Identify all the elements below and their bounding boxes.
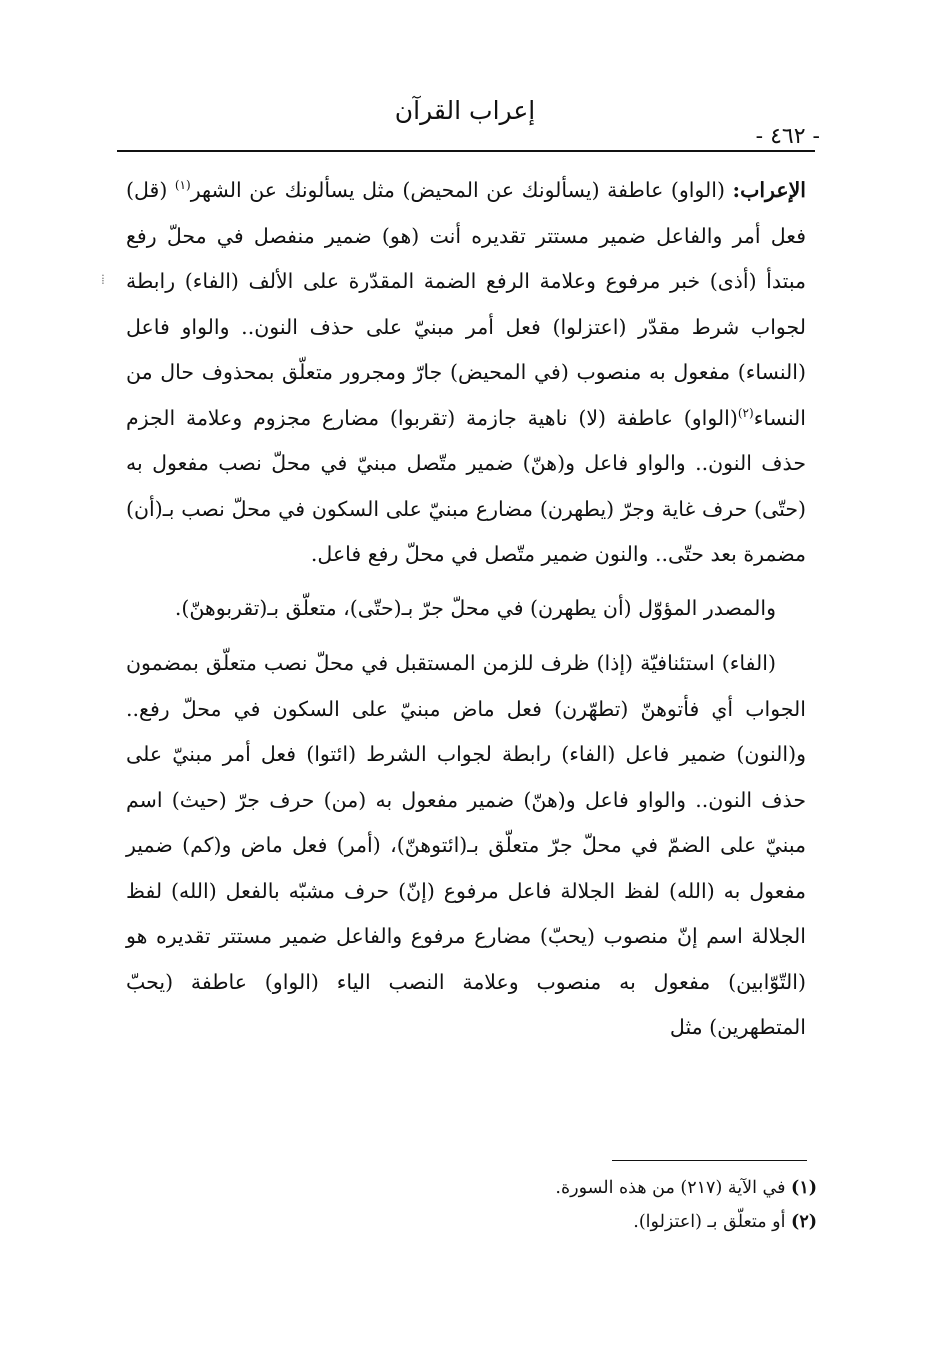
footnote-number: (٢): [791, 1212, 817, 1232]
paragraph-text: (الواو) عاطفة (لا) ناهية جازمة (تقربوا) مضارع مجزوم وعلامة الجزم حذف النون.. والواو فاعل و(هنّ) ضمير متّصل مبنيّ في محلّ نصب مفعول به (حتّى) حرف غاية وجرّ (يطهرن) مضارع مبنيّ على السكون في محلّ نصب بـ(أن) مضمرة بعد حتّى.. والنون ضمير متّصل في محلّ رفع فاعل.: [126, 405, 806, 566]
paragraph-fa-istinafiya: (الفاء) استئنافيّة (إذا) ظرف للزمن المستقبل في محلّ نصب متعلّق بمضمون الجواب أي فأتوهنّ (تطهّرن) فعل ماض مبنيّ على السكون في محلّ رفع.. و(النون) ضمير فاعل (الفاء) رابطة لجواب الشرط (ائتوا) فعل أمر مبنيّ على حذف النون.. والواو فاعل و(هنّ) ضمير مفعول به (من) حرف جرّ (حيث) اسم مبنيّ على الضمّ في محلّ جرّ متعلّق بـ(ائتوهنّ)، (أمر) فعل ماض و(كم) ضمير مفعول به (الله) لفظ الجلالة فاعل مرفوع (إنّ) حرف مشبّه بالفعل (الله) لفظ الجلالة اسم إنّ منصوب (يحبّ) مضارع مرفوع والفاعل ضمير مستتر تقديره هو (التّوّابين) مفعول به منصوب وعلامة النصب الياء (الواو) عاطفة (يحبّ المتطهرين) مثل: [126, 651, 806, 1039]
footnote-1: [217, 1171, 817, 1205]
paragraph-masdar: والمصدر المؤوّل (أن يطهرن) في محلّ جرّ بـ(حتّى)، متعلّق بـ(تقربوهنّ).: [174, 595, 776, 620]
paragraph-irab: [126, 168, 806, 578]
page-number: - ٤٦٢ -: [755, 124, 820, 149]
footnote-text: أو متعلّق بـ (اعتزلوا).: [633, 1212, 792, 1232]
footnote-ref-1[interactable]: (١): [174, 178, 191, 193]
footnote-ref-2[interactable]: (٢): [737, 405, 754, 420]
footnotes: [217, 1171, 817, 1239]
paragraph-text: (الواو) عاطفة (يسألونك عن المحيض) مثل يسألونك عن الشهر: [190, 178, 733, 202]
paragraph-text: (قل) فعل أمر والفاعل ضمير مستتر تقديره أنت (هو) ضمير منفصل في محلّ رفع مبتدأ (أذى) خبر مرفوع وعلامة الرفع الضمة المقدّرة على الألف (الفاء) رابطة لجواب شرط مقدّر (اعتزلوا) فعل أمر مبنيّ على حذف النون.. والواو فاعل (النساء) مفعول به منصوب (في المحيض) جارّ ومجرور متعلّق بمحذوف حال من النساء: [126, 178, 806, 430]
running-title: إعراب القرآن: [394, 96, 536, 125]
body-text: [126, 168, 806, 1051]
header-rule: [117, 150, 815, 152]
margin-mark: ⁞: [101, 272, 105, 288]
footnote-number: (١): [791, 1178, 817, 1198]
footnote-2: [217, 1205, 817, 1239]
footnote-rule: [612, 1160, 807, 1161]
footnote-text: في الآية (٢١٧) من هذه السورة.: [555, 1178, 792, 1198]
irab-heading: الإعراب:: [732, 178, 806, 202]
